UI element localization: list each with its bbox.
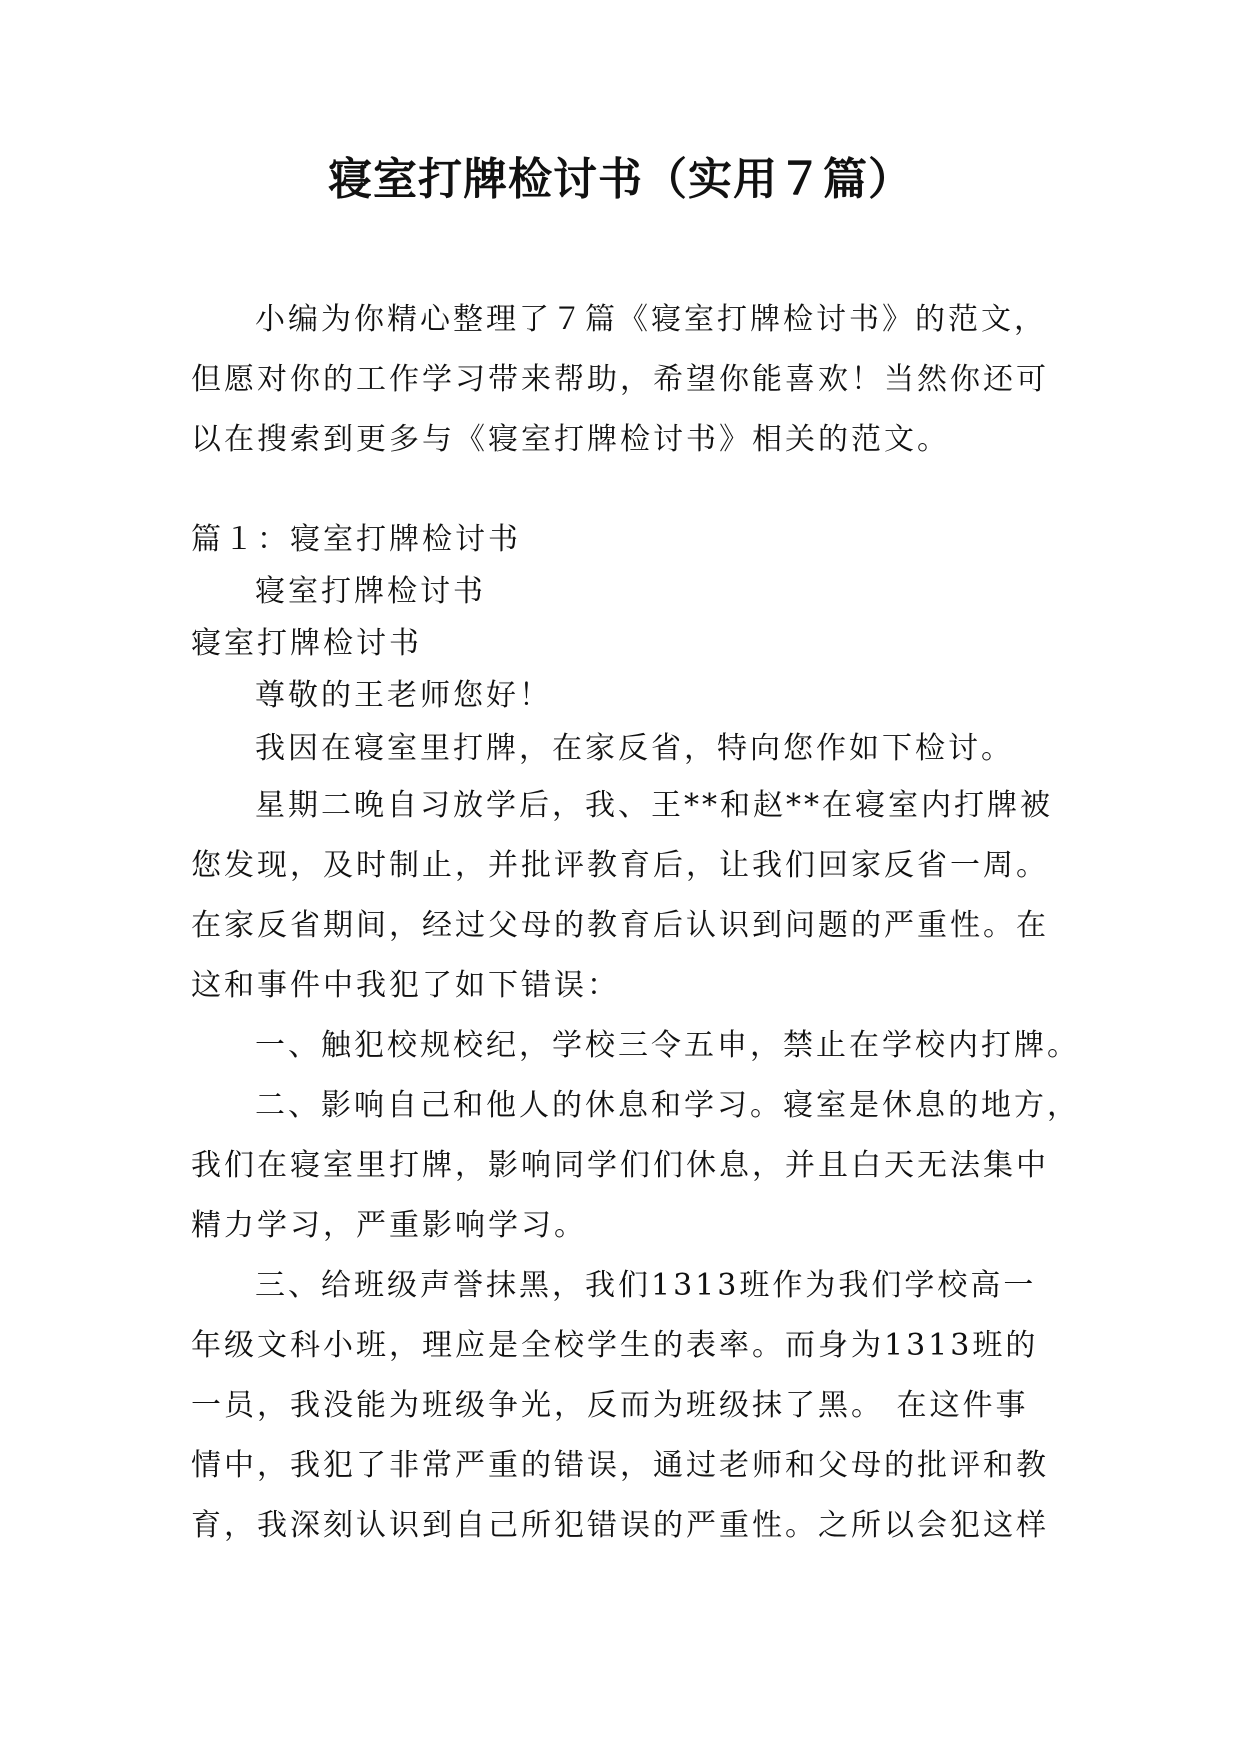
paragraph-gap <box>191 470 1051 514</box>
document-title: 寝室打牌检讨书（实用７篇） <box>328 154 913 205</box>
body-line-5: 这和事件中我犯了如下错误： <box>191 968 620 1003</box>
document-body <box>191 290 1080 1556</box>
subtitle-plain: 寝室打牌检讨书 <box>191 626 422 661</box>
body-line-2: 星期二晚自习放学后，我、王**和赵**在寝室内打牌被 <box>255 788 1053 823</box>
section-heading: 篇１：寝室打牌检讨书 <box>191 522 521 557</box>
body-line-10: 三、给班级声誉抹黑，我们1313班作为我们学校高一 <box>255 1268 1037 1303</box>
body-line-14: 育，我深刻认识到自己所犯错误的严重性。之所以会犯这样 <box>191 1508 1049 1543</box>
subtitle-indented: 寝室打牌检讨书 <box>255 574 486 609</box>
intro-line-3: 以在搜索到更多与《寝室打牌检讨书》相关的范文。 <box>191 422 950 457</box>
body-line-3: 您发现，及时制止，并批评教育后，让我们回家反省一周。 <box>191 848 1049 883</box>
body-line-9: 精力学习，严重影响学习。 <box>191 1208 587 1243</box>
body-line-12: 一员，我没能为班级争光，反而为班级抹了黑。 在这件事 <box>191 1388 1029 1423</box>
body-line-1: 我因在寝室里打牌，在家反省，特向您作如下检讨。 <box>255 731 1014 766</box>
salutation: 尊敬的王老师您好！ <box>255 678 552 713</box>
body-line-13: 情中，我犯了非常严重的错误，通过老师和父母的批评和教 <box>191 1448 1049 1483</box>
body-line-7: 二、影响自己和他人的休息和学习。寝室是休息的地方， <box>255 1088 1080 1123</box>
intro-line-1: 小编为你精心整理了７篇《寝室打牌检讨书》的范文， <box>255 302 1047 337</box>
intro-line-2: 但愿对你的工作学习带来帮助，希望你能喜欢！当然你还可 <box>191 362 1049 397</box>
body-line-4: 在家反省期间，经过父母的教育后认识到问题的严重性。在 <box>191 908 1049 943</box>
body-line-6: 一、触犯校规校纪，学校三令五申，禁止在学校内打牌。 <box>255 1028 1080 1063</box>
body-line-8: 我们在寝室里打牌，影响同学们们休息，并且白天无法集中 <box>191 1148 1049 1183</box>
body-line-11: 年级文科小班，理应是全校学生的表率。而身为1313班的 <box>191 1328 1039 1363</box>
